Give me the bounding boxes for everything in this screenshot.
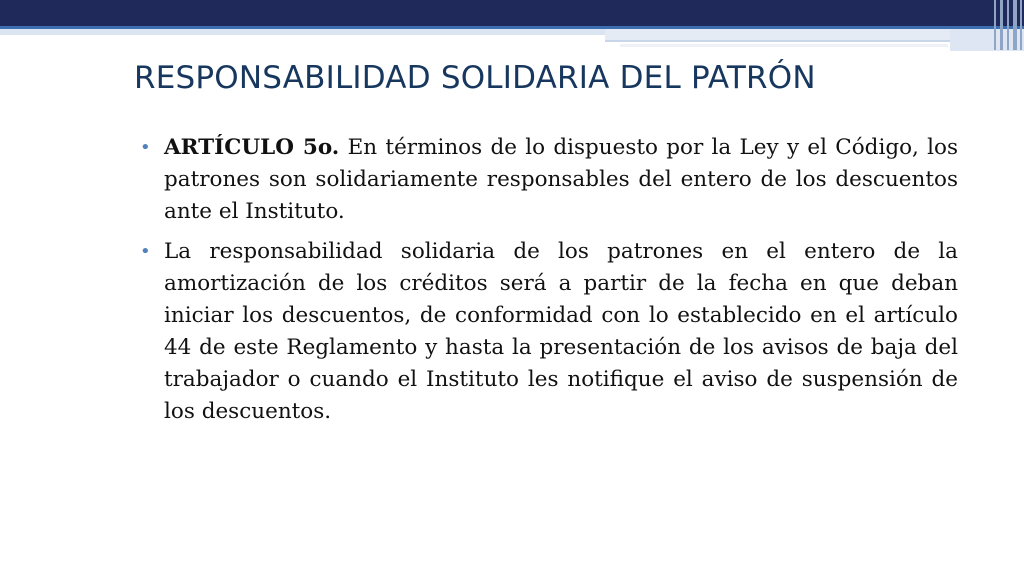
bullet-list xyxy=(140,132,958,436)
bullet-item-articulo xyxy=(140,132,958,228)
header-light-band xyxy=(0,29,605,35)
article-body-text: En términos de lo dispuesto por la Ley y el Código, los patrones son solidariamente responsables del entero de los descuentos ante el Instituto. xyxy=(164,135,959,224)
header-tab-inner-decoration xyxy=(620,44,948,47)
header-tab-decoration xyxy=(605,29,950,42)
article-heading: ARTÍCULO 5o. xyxy=(164,135,340,160)
bullet-dot-icon: • xyxy=(140,137,151,158)
bullet-dot-icon: • xyxy=(140,241,151,262)
responsabilidad-body-text: La responsabilidad solidaria de los patrones en el entero de la amortización de los créditos será a partir de la fecha en que deban iniciar los descuentos, de conformidad con lo establecido en el artículo 44 de este Reglamento y hasta la presentación de los avisos de baja del trabajador o cuando el Instituto les notifique el aviso de suspensión de los descuentos. xyxy=(164,239,958,424)
header-vertical-stripes xyxy=(992,0,1024,50)
bullet-item-responsabilidad xyxy=(140,236,958,428)
slide-title: RESPONSABILIDAD SOLIDARIA DEL PATRÓN xyxy=(134,60,816,96)
header-band xyxy=(0,0,1024,26)
